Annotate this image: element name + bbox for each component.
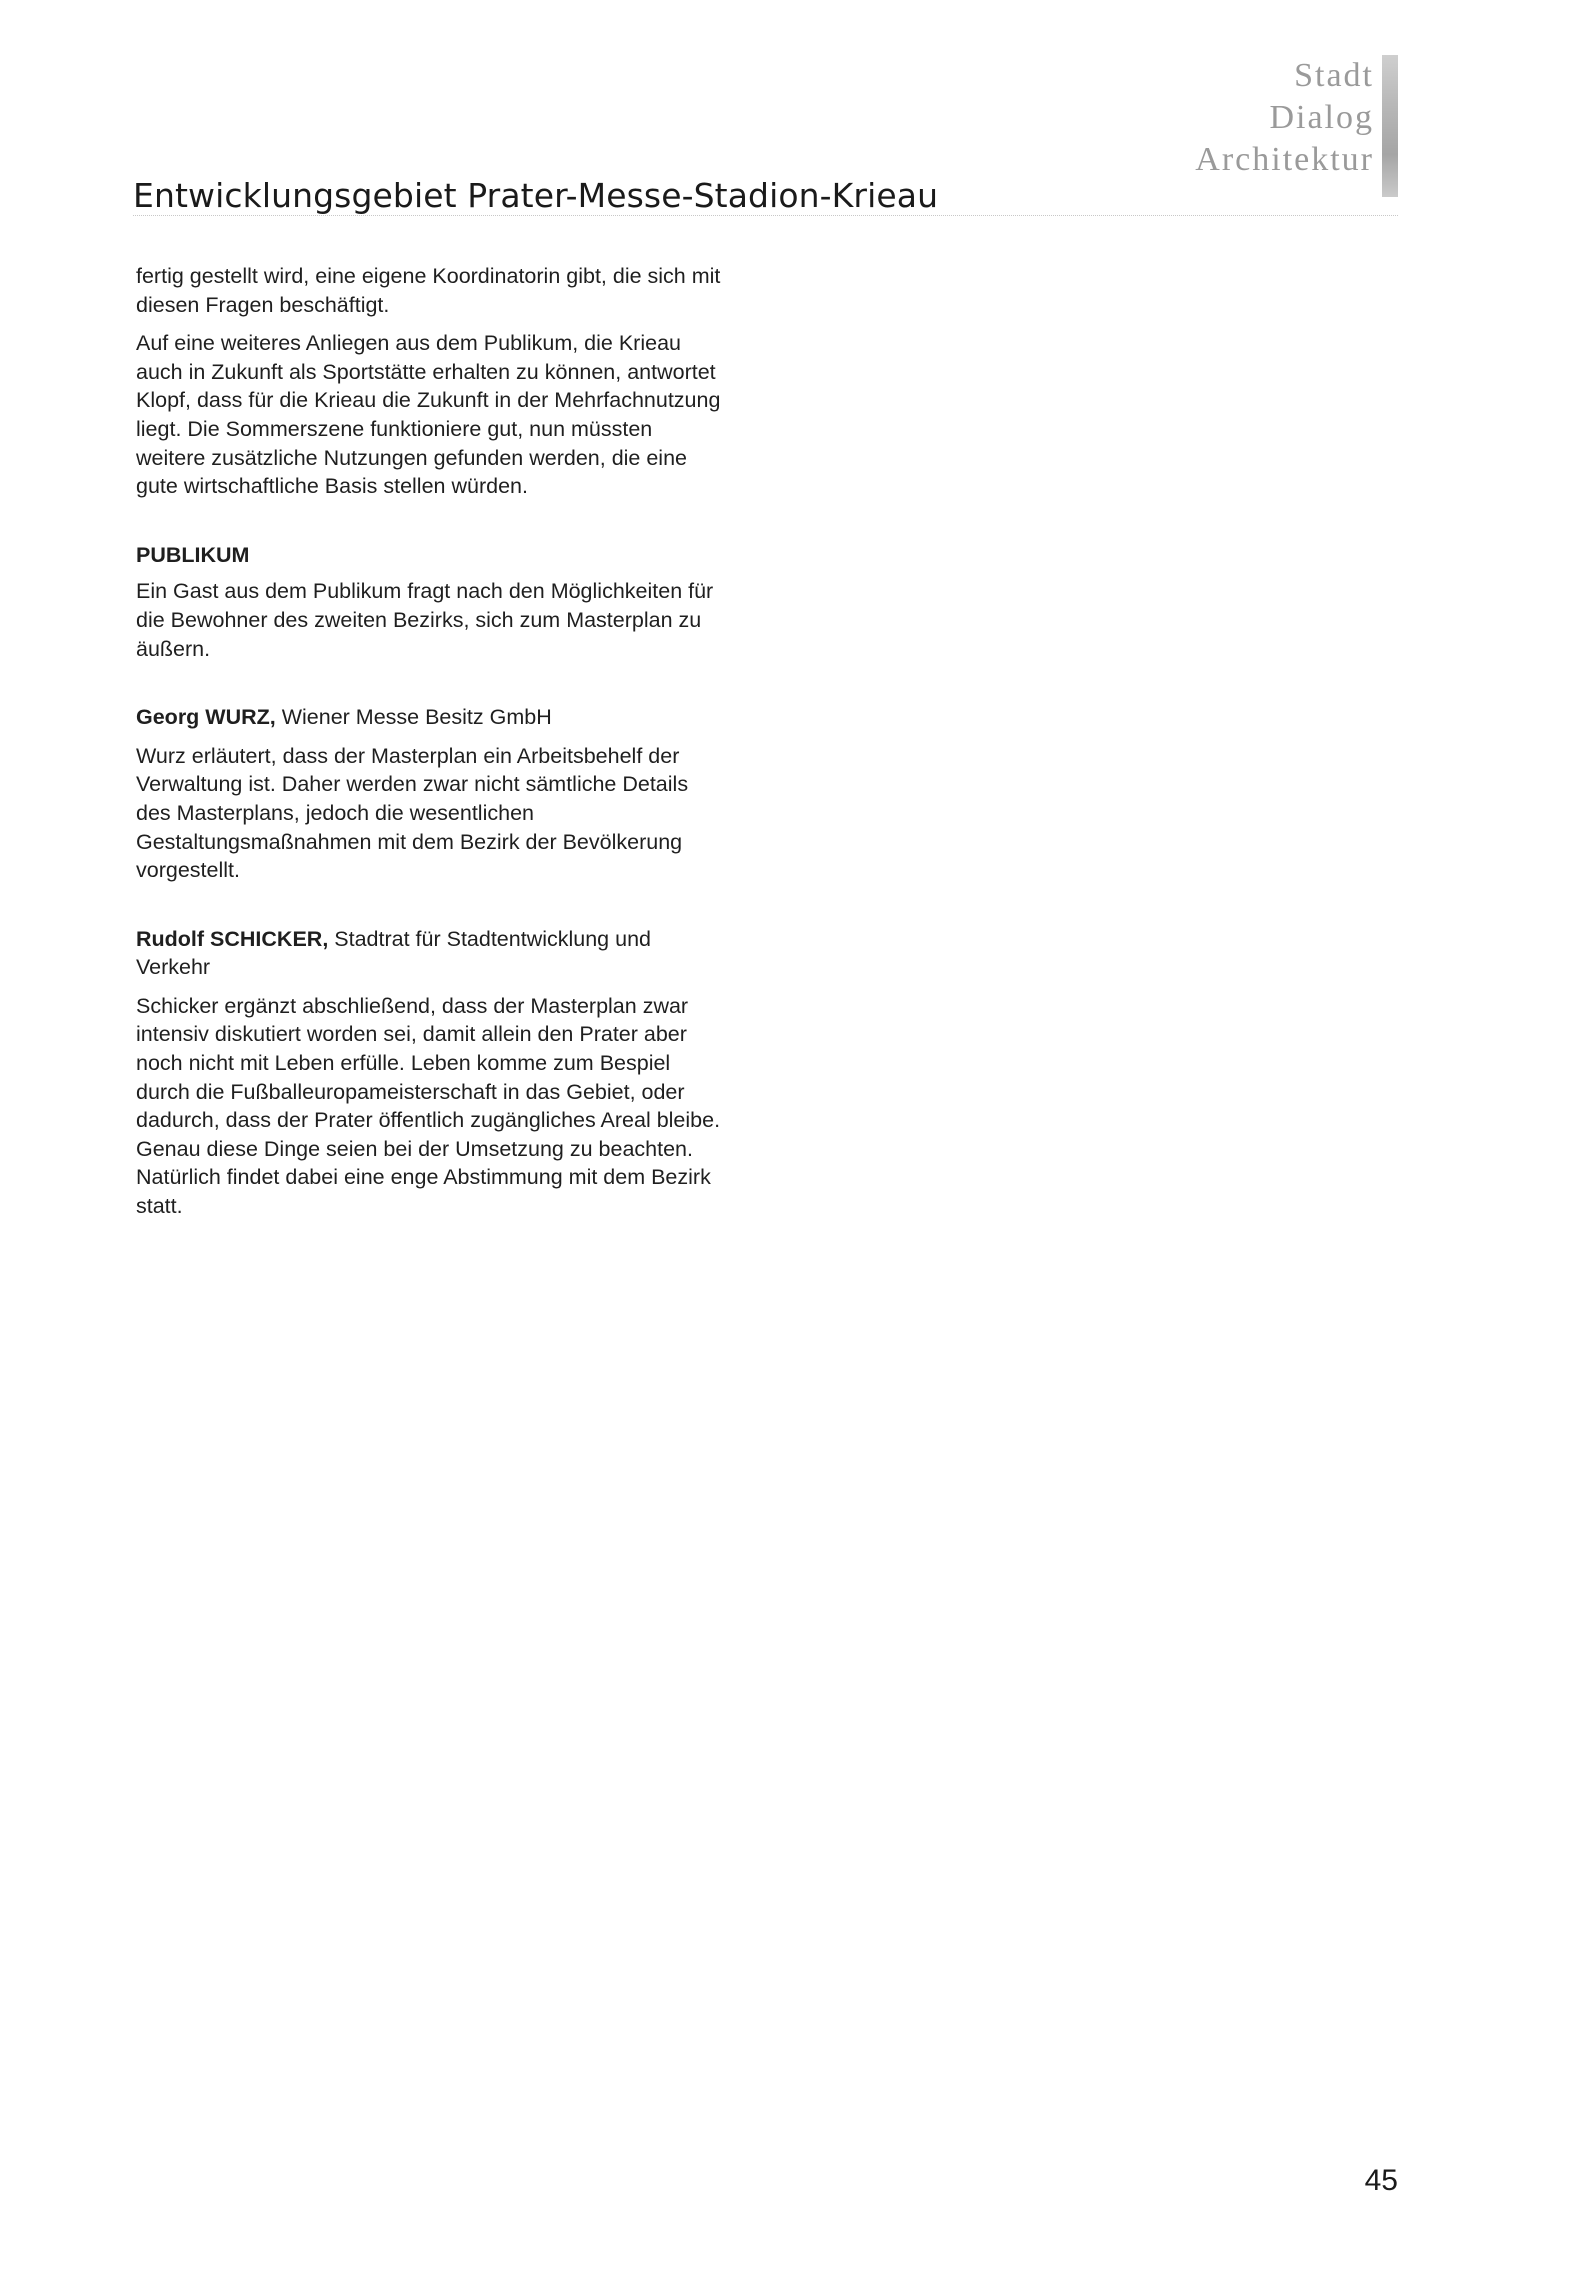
speaker-line-schicker [136,925,726,982]
document-title: Entwicklungsgebiet Prater-Messe-Stadion-Krieau [133,176,939,215]
publikum-heading: PUBLIKUM [136,542,250,567]
publikum-text: Ein Gast aus dem Publikum fragt nach den Möglichkeiten für die Bewohner des zweiten Bezirks, sich zum Masterplan zu äußern. [136,579,714,661]
intro-paragraph-1: fertig gestellt wird, eine eigene Koordinatorin gibt, die sich mit diesen Fragen beschäftigt. [136,264,721,317]
wurz-text: Wurz erläutert, dass der Masterplan ein Arbeitsbehelf der Verwaltung ist. Daher werden zwar nicht sämtliche Details des Masterplans, jedoch die wesentlichen Gestaltungsmaßnahmen mit dem Bezirk der Bevölkerung vorgestellt. [136,743,689,883]
speaker-role-schicker: Stadtrat für Stadtentwicklung und Verkehr [136,926,651,980]
logo-line-architektur: Architektur [1195,141,1374,178]
logo-line-dialog: Dialog [1269,99,1374,136]
section-publikum [136,541,726,663]
speaker-name-wurz: Georg WURZ, [136,705,276,730]
speaker-role-wurz: Wiener Messe Besitz GmbH [275,705,552,730]
logo-line-stadt: Stadt [1294,57,1374,94]
page-header [133,55,1398,215]
schicker-text: Schicker ergänzt abschließend, dass der Masterplan zwar intensiv diskutiert worden sei, damit allein den Prater aber noch nicht mit Leben erfülle. Leben komme zum Bespiel durch die Fußballeuropameisterschaft in das Gebiet, oder dadurch, dass der Prater öffentlich zugängliches Areal bleibe. Genau diese Dinge seien bei der Umsetzung zu beachten. Natürlich findet dabei eine enge Abstimmung mit dem Bezirk statt. [136,993,721,1219]
speaker-name-schicker: Rudolf SCHICKER, [136,926,329,951]
stadt-dialog-architektur-logo [1195,55,1374,181]
logo-bar [1382,55,1398,197]
section-schicker [136,925,726,1221]
section-wurz [136,703,726,885]
header-rule [133,215,1398,216]
intro-paragraph-2: Auf eine weiteres Anliegen aus dem Publikum, die Krieau auch in Zukunft als Sportstätte erhalten zu können, antwortet Klopf, dass für die Krieau die Zukunft in der Mehrfachnutzung liegt. Die Sommerszene funktioniere gut, nun müssten weitere zusätzliche Nutzungen gefunden werden, die eine gute wirtschaftliche Basis stellen würden. [136,331,721,499]
page-number: 45 [1364,2164,1398,2197]
speaker-line-wurz [136,703,726,732]
main-content [136,262,726,1221]
